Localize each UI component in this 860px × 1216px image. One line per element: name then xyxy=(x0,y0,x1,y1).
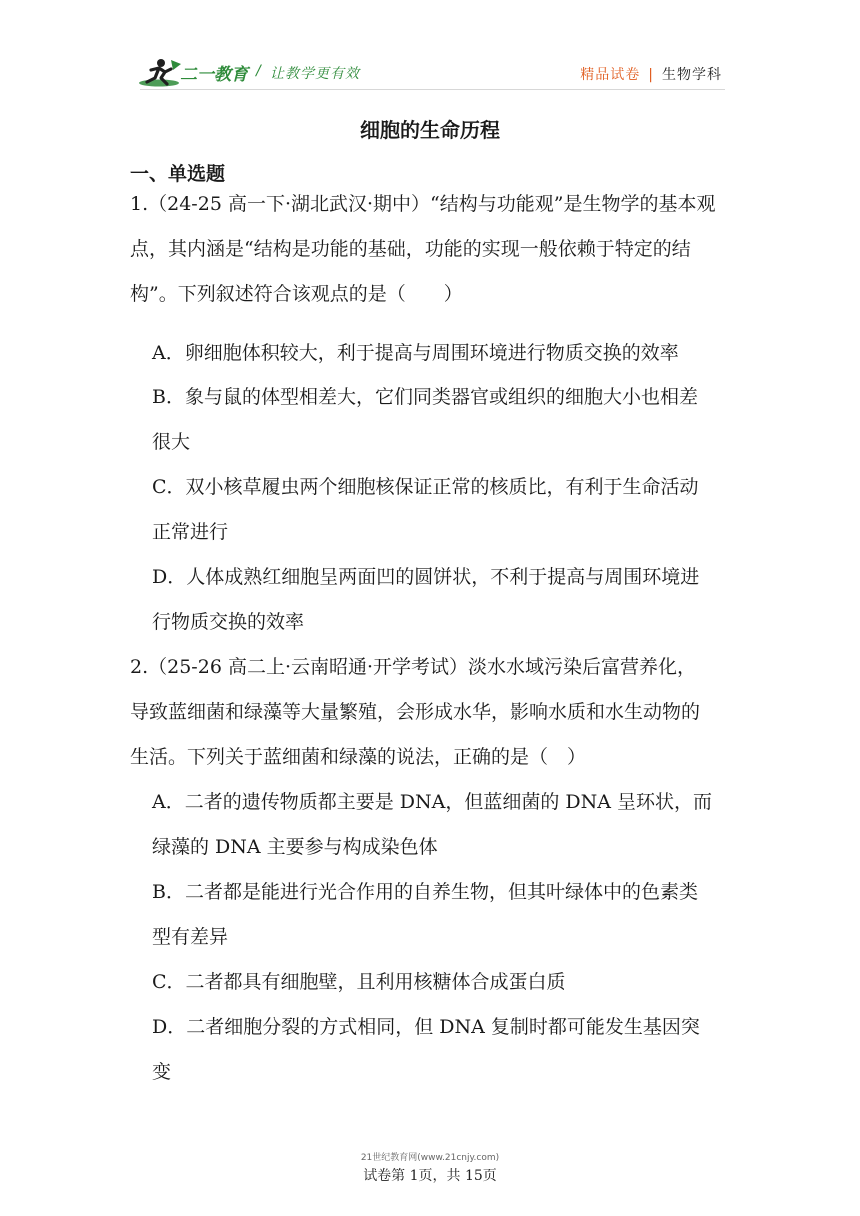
section-heading: 一、单选题 xyxy=(130,163,226,185)
option-d-text: D．二者细胞分裂的方式相同，但 DNA 复制时都可能发生基因突 xyxy=(152,1016,700,1038)
footer-site: 21世纪教育网(www.21cnjy.com) xyxy=(360,1153,500,1163)
question-1-line: 构”。下列叙述符合该观点的是（ ） xyxy=(130,283,463,305)
logo-text: 二一教育 xyxy=(180,65,248,85)
boutique-label: 精品试卷 xyxy=(580,67,641,83)
option-c-text: 正常进行 xyxy=(152,521,229,543)
page-title: 细胞的生命历程 xyxy=(360,118,500,142)
option-a-text: A．二者的遗传物质都主要是 DNA，但蓝细菌的 DNA 呈环状，而 xyxy=(152,791,713,813)
option-a-text: A．卵细胞体积较大，利于提高与周围环境进行物质交换的效率 xyxy=(152,342,679,364)
option-b-text: B．二者都是能进行光合作用的自养生物，但其叶绿体中的色素类 xyxy=(152,881,698,903)
question-1-line: 1.（24-25 高一下·湖北武汉·期中）“结构与功能观”是生物学的基本观 xyxy=(130,193,716,215)
question-2-line: 导致蓝细菌和绿藻等大量繁殖，会形成水华，影响水质和水生动物的 xyxy=(130,701,701,723)
header-right xyxy=(580,64,722,84)
option-b-text: 很大 xyxy=(152,431,191,453)
option-d-text: D．人体成熟红细胞呈两面凹的圆饼状，不利于提高与周围环境进 xyxy=(152,566,700,588)
question-2-line: 生活。下列关于蓝细菌和绿藻的说法，正确的是（ ） xyxy=(130,746,587,768)
page-number: 试卷第 1页，共 15页 xyxy=(363,1168,497,1184)
option-d-text: 行物质交换的效率 xyxy=(152,611,305,633)
option-a-text: 绿藻的 DNA 主要参与构成染色体 xyxy=(152,836,438,858)
header-divider: | xyxy=(648,67,654,83)
question-2-line: 2.（25-26 高二上·云南昭通·开学考试）淡水水域污染后富营养化， xyxy=(130,656,697,678)
header-rule xyxy=(140,89,725,90)
option-b-text: B．象与鼠的体型相差大，它们同类器官或组织的细胞大小也相差 xyxy=(152,386,698,408)
subject-label: 生物学科 xyxy=(662,67,722,83)
option-c-text: C．二者都具有细胞壁，且利用核糖体合成蛋白质 xyxy=(152,971,566,993)
option-c-text: C．双小核草履虫两个细胞核保证正常的核质比，有利于生命活动 xyxy=(152,476,699,498)
option-d-text: 变 xyxy=(152,1061,172,1083)
slogan-separator: / xyxy=(256,63,261,79)
slogan: 让教学更有效 xyxy=(270,66,360,82)
option-b-text: 型有差异 xyxy=(152,926,229,948)
page-header xyxy=(0,0,860,92)
question-1-line: 点，其内涵是“结构是功能的基础，功能的实现一般依赖于特定的结 xyxy=(130,238,691,260)
